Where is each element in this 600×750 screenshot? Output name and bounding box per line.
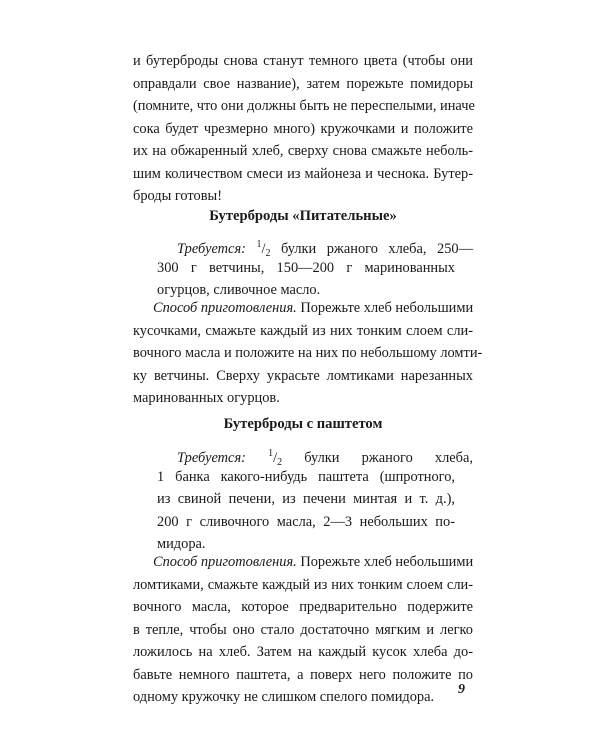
method-text: Порежьте хлеб небольшими: [300, 554, 474, 570]
method-text: Порежьте хлеб небольшими: [300, 300, 474, 316]
method-line: вочного масла, которое предварительно подержите: [133, 599, 473, 615]
method-label: Способ приготовления.: [153, 300, 297, 316]
ingredients-line: 1 банка какого-нибудь паштета (шпротного,: [157, 468, 455, 485]
method-label: Способ приготовления.: [153, 554, 297, 570]
ingredients-line: Требуется: $^1/_2$ булки ржаного хлеба, 250—: [177, 239, 473, 259]
ingredients-text: булки ржаного хлеба, 250—: [281, 241, 473, 257]
method-line: ку ветчины. Сверху украсьте ломтиками нарезанных: [133, 367, 473, 384]
method-line: ломтиками, смажьте каждый из них тонким слоем сли-: [133, 576, 473, 593]
ingredients-line: мидора.: [157, 536, 206, 552]
recipe-1-title: Бутерброды «Питательные»: [209, 208, 397, 224]
text-line: их на обжаренный хлеб, сверху снова смажьте неболь-: [133, 143, 473, 159]
text-line: броды готовы!: [133, 188, 222, 204]
recipe-2-title: Бутерброды с паштетом: [223, 416, 383, 432]
ingredients-line: из свиной печени, из печени минтая и т. д.),: [157, 491, 455, 507]
fraction-denominator: 2: [265, 248, 271, 259]
recipe-2-method: [133, 551, 473, 709]
method-line: [133, 297, 473, 320]
ingredients-line: Требуется: $^1/_2$ булки ржаного хлеба,: [177, 448, 473, 468]
ingredients-line: огурцов, сливочное масло.: [157, 282, 321, 298]
method-line: одному кружочку не слишком спелого помидора.: [133, 689, 435, 705]
requires-label: Требуется:: [177, 241, 246, 257]
recipe-1-method: [133, 297, 483, 410]
text-line: сока будет чрезмерно много) кружочками и положите: [133, 120, 473, 137]
text-line: и бутерброды снова станут темного цвета (чтобы они: [133, 53, 473, 69]
method-line: в тепле, чтобы оно стало достаточно мягким и легко: [133, 621, 473, 638]
text-line: оправдали свое название), затем порежьте помидоры: [133, 75, 473, 92]
ingredients-line: 200 г сливочного масла, 2—3 небольших по-: [157, 513, 455, 530]
intro-paragraph: [133, 50, 473, 208]
ingredients-line: 300 г ветчины, 150—200 г маринованных: [157, 259, 455, 276]
recipe-2-ingredients: [133, 443, 473, 556]
method-line: вочного масла и положите на них по небольшому ломти-: [133, 345, 483, 361]
page-number: 9: [458, 682, 465, 697]
text-line: (помните, что они должны быть не переспелыми, иначе: [133, 98, 475, 114]
method-line: бавьте немного паштета, а поверх него положите по: [133, 666, 473, 683]
ingredients-text: булки ржаного хлеба,: [304, 450, 473, 466]
method-line: ложилось на хлеб. Затем на каждый кусок хлеба до-: [133, 644, 473, 660]
fraction-numerator: 1: [268, 448, 274, 459]
requires-label: Требуется:: [177, 450, 246, 466]
method-line: кусочками, смажьте каждый из них тонким слоем сли-: [133, 322, 473, 339]
recipe-1-ingredients: [133, 234, 473, 302]
fraction-denominator: 2: [277, 457, 283, 468]
fraction-numerator: 1: [256, 239, 262, 250]
method-line: маринованных огурцов.: [133, 390, 280, 406]
method-line: [133, 551, 473, 574]
text-line: шим количеством смеси из майонеза и чеснока. Бутер-: [133, 165, 473, 182]
